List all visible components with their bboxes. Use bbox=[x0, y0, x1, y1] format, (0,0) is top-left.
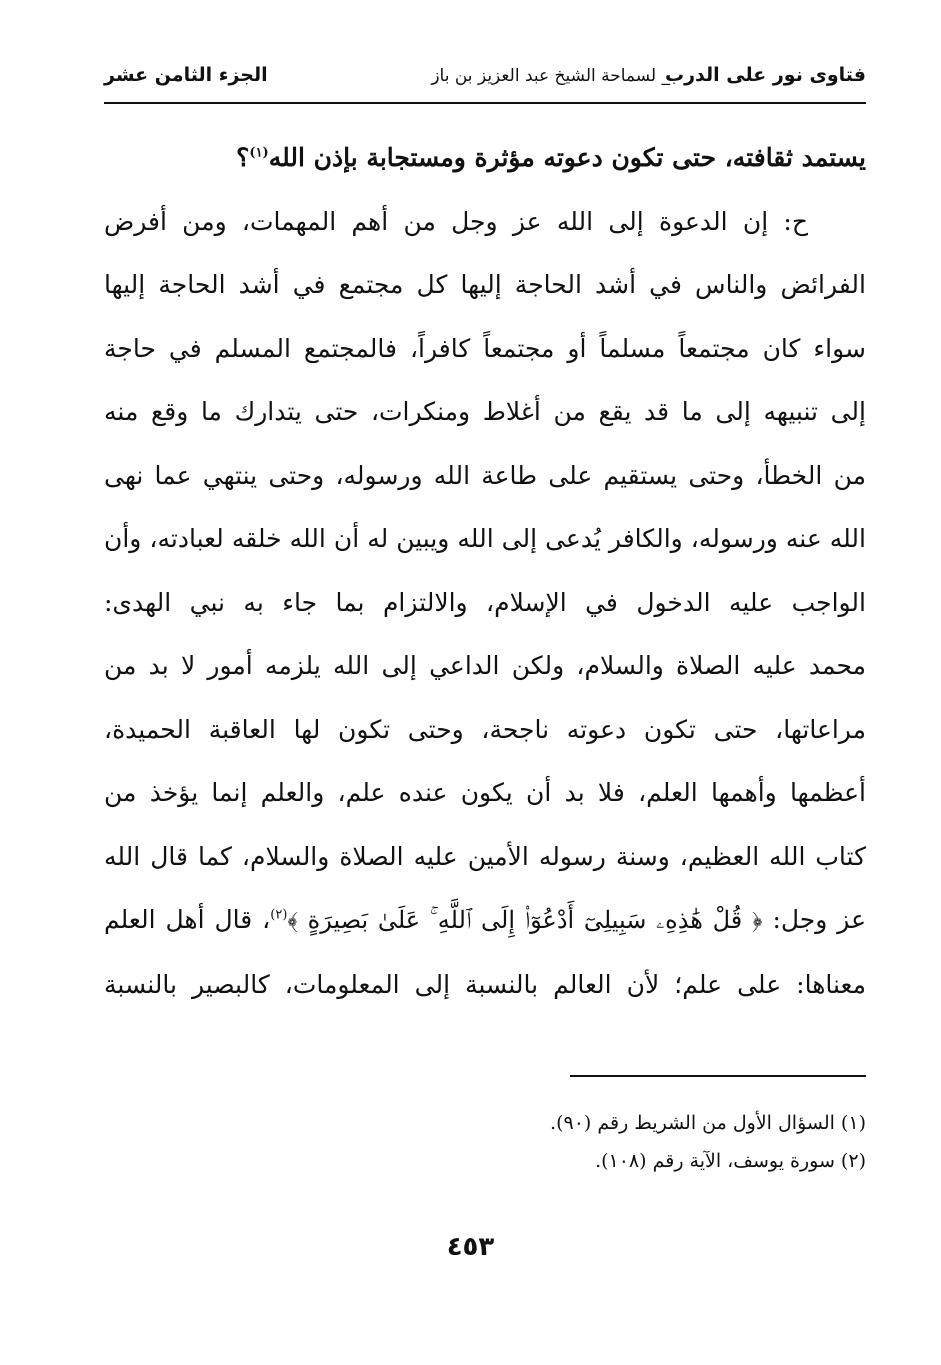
answer-line: ح: إن الدعوة إلى الله عز وجل من أهم المهمات، ومن أفرض bbox=[104, 206, 808, 236]
footnote-1: (١) السؤال الأول من الشريط رقم (٩٠). bbox=[550, 1112, 866, 1134]
main-text bbox=[104, 126, 866, 1016]
question-text: يستمد ثقافته، حتى تكون دعوته مؤثرة ومستجابة بإذن الله bbox=[268, 143, 866, 172]
book-series-title: فتاوى نور على الدرب bbox=[665, 64, 866, 86]
volume-part-label: الجزء الثامن عشر bbox=[104, 64, 268, 86]
text-line: معناها: على علم؛ لأن العالم بالنسبة إلى المعلومات، كالبصير بالنسبة bbox=[104, 969, 866, 999]
quran-verse: ﴿ قُلْ هَٰذِهِۦ سَبِيلِىٓ أَدْعُوٓا۟ إِلَى ٱللَّهِ ۚ عَلَىٰ بَصِيرَةٍ ﴾ bbox=[287, 906, 763, 934]
footnote-marker-2: (٢) bbox=[270, 907, 288, 923]
footnote-separator bbox=[570, 1075, 866, 1077]
question-end-line bbox=[104, 126, 866, 190]
text-line: مراعاتها، حتى تكون دعوته ناجحة، وحتى تكون لها العاقبة الحميدة، bbox=[104, 714, 866, 744]
text-line: الفرائض والناس في أشد الحاجة إليها كل مجتمع في أشد الحاجة إليها bbox=[104, 270, 866, 299]
text-line: سواء كان مجتمعاً مسلماً أو مجتمعاً كافراً، فالمجتمع المسلم في حاجة bbox=[104, 333, 866, 363]
running-header bbox=[104, 58, 866, 104]
question-mark: ؟ bbox=[236, 143, 250, 172]
verse-after: ، قال أهل العلم bbox=[104, 905, 271, 934]
footnote-marker-1: (١) bbox=[249, 145, 269, 161]
text-line: الله عنه ورسوله، والكافر يُدعى إلى الله ويبين له أن الله خلقه لعبادته، وأن bbox=[104, 524, 866, 553]
text-line: إلى تنبيهه إلى ما قد يقع من أغلاط ومنكرات، حتى يتدارك ما وقع منه bbox=[104, 397, 866, 426]
text-line: أعظمها وأهمها العلم، فلا بد أن يكون عنده علم، والعلم إنما يؤخذ من bbox=[104, 778, 866, 807]
text-line: محمد عليه الصلاة والسلام، ولكن الداعي إلى الله يلزمه أمور لا بد من bbox=[104, 651, 866, 680]
footnote-2: (٢) سورة يوسف، الآية رقم (١٠٨). bbox=[595, 1150, 866, 1172]
page-number: ٤٥٣ bbox=[446, 1232, 495, 1262]
text-line: الواجب عليه الدخول في الإسلام، والالتزام بما جاء به نبي الهدى: bbox=[104, 587, 866, 617]
text-line: من الخطأ، وحتى يستقيم على طاعة الله ورسوله، وحتى ينتهي عما نهى bbox=[104, 460, 866, 490]
quran-verse-line bbox=[104, 888, 866, 953]
text-line: كتاب الله العظيم، وسنة رسوله الأمين عليه الصلاة والسلام، كما قال الله bbox=[104, 841, 866, 871]
verse-intro: عز وجل: bbox=[772, 905, 866, 934]
author-line: _ لسماحة الشيخ عبد العزيز بن باز bbox=[431, 66, 670, 86]
footnotes bbox=[366, 1104, 866, 1180]
